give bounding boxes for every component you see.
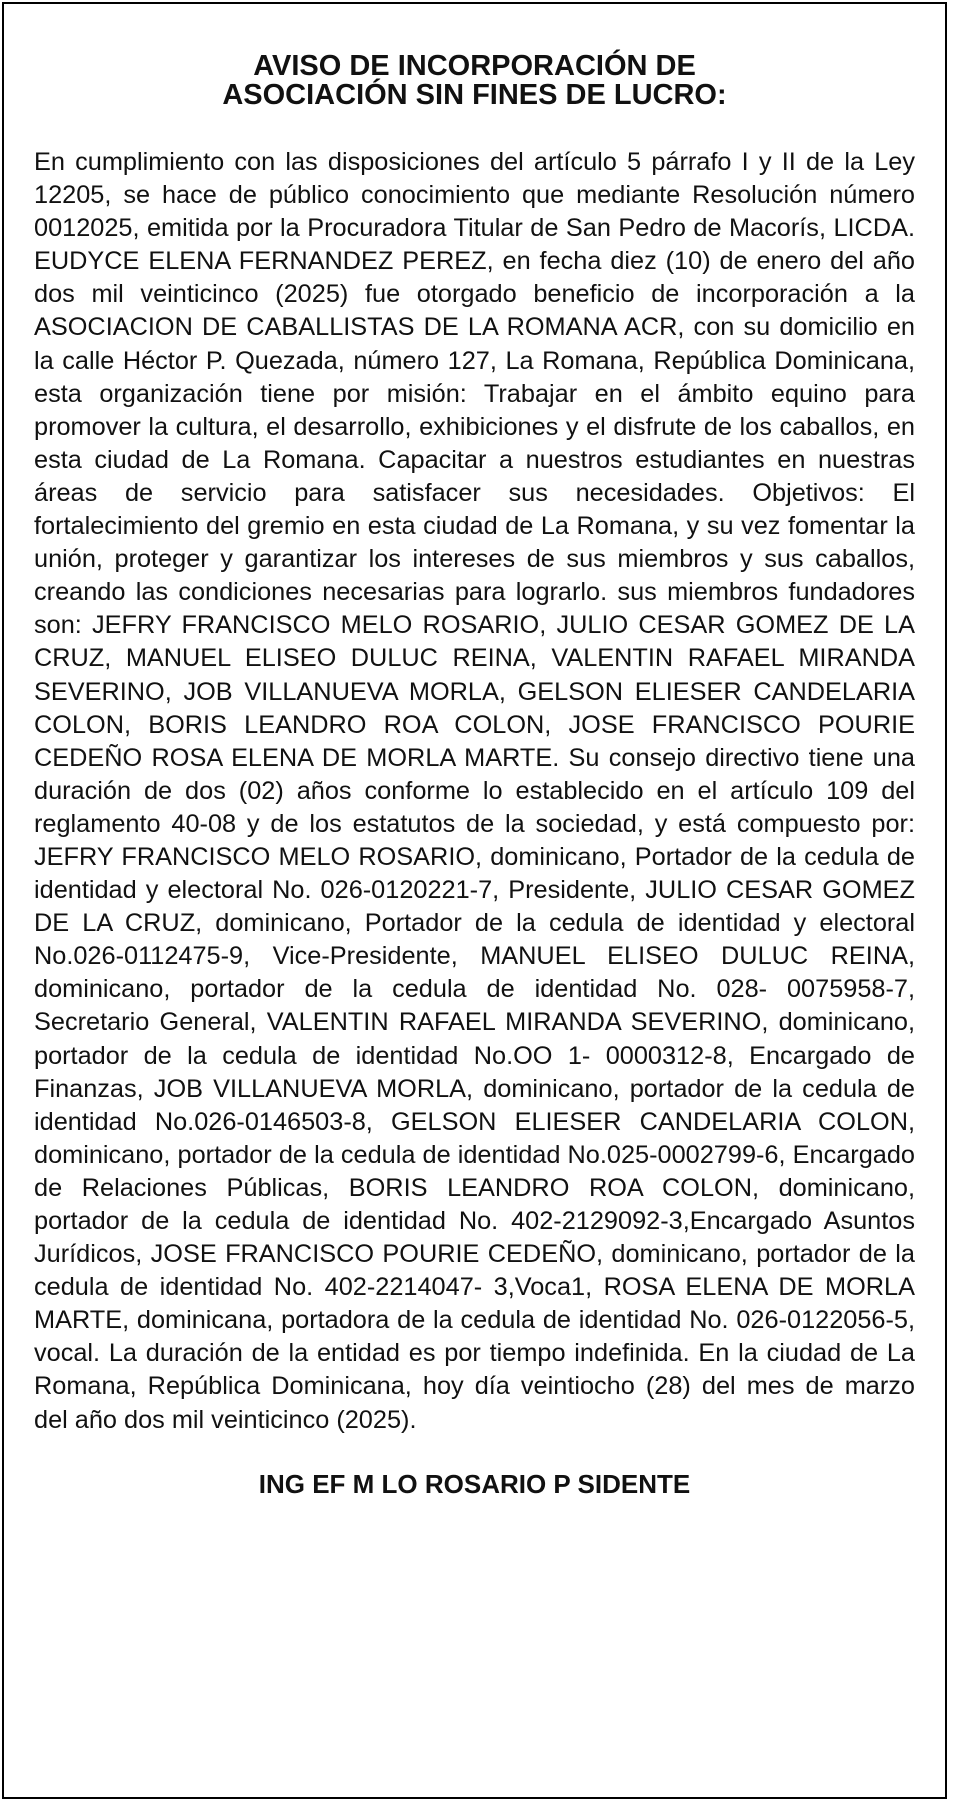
notice-body: En cumplimiento con las disposiciones del artículo 5 párrafo I y II de la Ley 12205, se hace de público conocimiento que mediante Resolución número 0012025, emitida por la Procuradora Titular de San Pedro de Macorís, LICDA. EUDYCE ELENA FERNANDEZ PEREZ, en fecha diez (10) de enero del año dos mil veinticinco (2025) fue otorgado beneficio de incorporación a la ASOCIACION DE CABALLISTAS DE LA ROMANA ACR, con su domicilio en la calle Héctor P. Quezada, número 127, La Romana, República Dominicana, esta organización tiene por misión: Trabajar en el ámbito equino para promover la cultura, el desarrollo, exhibiciones y el disfrute de los caballos, en esta ciudad de La Romana. Capacitar a nuestros estudiantes en nuestras áreas de servicio para satisfacer sus necesidades. Objetivos: El fortalecimiento del gremio en esta ciudad de La Romana, y su vez fomentar la unión, proteger y garantizar los intereses de sus miembros y sus caballos, creando las condiciones necesarias para lograrlo. sus miembros fundadores son: JEFRY FRANCISCO MELO ROSARIO, JULIO CESAR GOMEZ DE LA CRUZ, MANUEL ELISEO DULUC REINA, VALENTIN RAFAEL MIRANDA SEVERINO, JOB VILLANUEVA MORLA, GELSON ELIESER CANDELARIA COLON, BORIS LEANDRO ROA COLON, JOSE FRANCISCO POURIE CEDEÑO ROSA ELENA DE MORLA MARTE. Su consejo directivo tiene una duración de dos (02) años conforme lo establecido en el artículo 109 del reglamento 40-08 y de los estatutos de la sociedad, y está compuesto por: JEFRY FRANCISCO MELO ROSARIO, dominicano, Portador de la cedula de identidad y electoral No. 026-0120221-7, Presidente, JULIO CESAR GOMEZ DE LA CRUZ, dominicano, Portador de la cedula de identidad y electoral No.026-0112475-9, Vice-Presidente, MANUEL ELISEO DULUC REINA, dominicano, portador de la cedula de identidad No. 028- 0075958-7, Secretario General, VALENTIN RAFAEL MIRANDA SEVERINO, dominicano, portador de la cedula de identidad No.OO 1- 0000312-8, Encargado de Finanzas, JOB VILLANUEVA MORLA, dominicano, portador de la cedula de identidad No.026-0146503-8, GELSON ELIESER CANDELARIA COLON, dominicano, portador de la cedula de identidad No.025-0002799-6, Encargado de Relaciones Públicas, BORIS LEANDRO ROA COLON, dominicano, portador de la cedula de identidad No. 402-2129092-3,Encargado Asuntos Jurídicos, JOSE FRANCISCO POURIE CEDEÑO, dominicano, portador de la cedula de identidad No. 402-2214047- 3,Voca1, ROSA ELENA DE MORLA MARTE, dominicana, portadora de la cedula de identidad No. 026-0122056-5, vocal. La duración de la entidad es por tiempo indefinida. En la ciudad de La Romana, República Dominicana, hoy día veintiocho (28) del mes de marzo del año dos mil veinticinco (2025). (34, 148, 915, 1434)
notice-title-line-2: ASOCIACIÓN SIN FINES DE LUCRO: (222, 79, 727, 111)
notice-title-line-1: AVISO DE INCORPORACIÓN DE (253, 50, 696, 82)
notice-title (4, 52, 945, 110)
legal-notice (2, 2, 947, 1799)
signature-line: ING EF M LO ROSARIO P SIDENTE (258, 1468, 691, 1499)
